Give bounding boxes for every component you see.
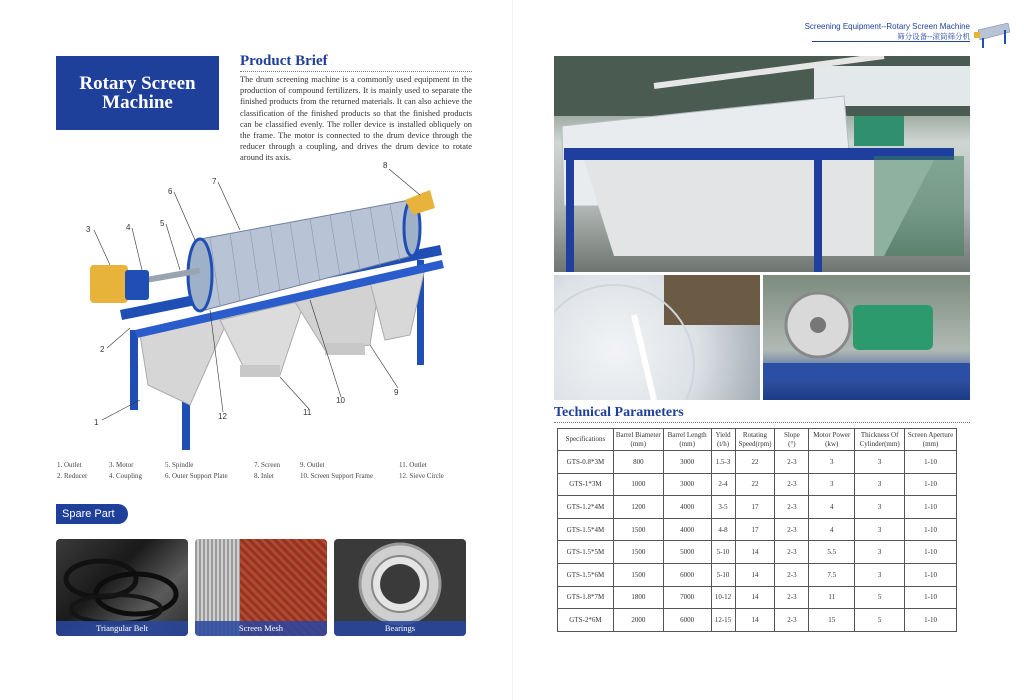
specs-cell: 3 (855, 451, 905, 474)
header-title-cn: 筛分设备--滚筒筛分机 (897, 32, 970, 41)
spare-card-bearings (334, 539, 466, 636)
specs-cell: 1500 (613, 518, 663, 541)
specs-cell: 3000 (663, 473, 711, 496)
legend-item: 3. Motor (109, 461, 134, 469)
specs-cell: 1500 (613, 563, 663, 586)
specs-cell: 2-3 (775, 496, 809, 519)
callout-label: 7 (212, 177, 217, 186)
tech-heading: Technical Parameters (554, 405, 684, 420)
machine-diagram (80, 160, 470, 460)
specs-cell: 5.5 (809, 541, 855, 564)
specs-row (558, 586, 957, 609)
specs-row (558, 609, 957, 632)
callout-label: 10 (336, 396, 345, 405)
specs-cell: 3 (809, 451, 855, 474)
specs-cell: GTS-0.8*3M (558, 451, 614, 474)
callout-label: 11 (303, 408, 312, 417)
legend-row (57, 472, 477, 483)
col-header: Slope (°) (775, 429, 809, 451)
page-divider (512, 0, 513, 700)
spare-card-belt (56, 539, 188, 636)
legend-item: 4. Coupling (109, 472, 143, 480)
brief-text: The drum screening machine is a commonly used equipment in the production of compound fertilizers. It is mainly used to separate the finished products from the returned materials. It can also achieve the classification of the finished products so that the finished products can be classified evenly. The roller device is installed obliquely on the frame. The motor is connected to the drum device through the reducer through a coupling, and drives the drum device to rotate around its axis. (240, 75, 472, 163)
specs-cell: 1-10 (905, 496, 957, 519)
specs-cell: 2000 (613, 609, 663, 632)
legend-item: 11. Outlet (399, 461, 427, 469)
specs-cell: GTS-1.2*4M (558, 496, 614, 519)
spare-part-heading: Spare Part (56, 504, 128, 524)
spare-label: Bearings (334, 621, 466, 636)
legend-item: 5. Spindle (165, 461, 194, 469)
frame-leg (130, 330, 138, 410)
diagram-legend (57, 461, 477, 483)
specs-cell: 14 (735, 541, 775, 564)
specs-cell: 1.5-3 (711, 451, 735, 474)
specs-row (558, 563, 957, 586)
specs-cell: 5-10 (711, 563, 735, 586)
col-header: Thickness Of Cylinder(mm) (855, 429, 905, 451)
specs-cell: 1-10 (905, 451, 957, 474)
specs-cell: 2-3 (775, 609, 809, 632)
specs-cell: 1000 (613, 473, 663, 496)
spare-label: Triangular Belt (56, 621, 188, 636)
legend-item: 1. Outlet (57, 461, 82, 469)
specs-cell: 3 (855, 563, 905, 586)
specs-cell: 2-3 (775, 541, 809, 564)
spare-card-mesh (195, 539, 327, 636)
col-header: Screen Aperture (mm) (905, 429, 957, 451)
brief-divider (240, 71, 472, 72)
col-header: Rotating Speed(rpm) (735, 429, 775, 451)
specs-body (558, 451, 957, 632)
col-header: Barrel Length (mm) (663, 429, 711, 451)
callout-label: 1 (94, 418, 99, 427)
title-line-2: Machine (102, 92, 173, 113)
drum-photo (554, 275, 760, 400)
callout-label: 12 (218, 412, 227, 421)
specs-cell: 6000 (663, 563, 711, 586)
specs-cell: 4 (809, 496, 855, 519)
specs-cell: 17 (735, 496, 775, 519)
specs-row (558, 473, 957, 496)
legend-item: 12. Sieve Circle (399, 472, 444, 480)
legend-item: 6. Outer Support Plate (165, 472, 228, 480)
brief-heading: Product Brief (240, 53, 328, 69)
col-header: Motor Power (kw) (809, 429, 855, 451)
specs-cell: 4-8 (711, 518, 735, 541)
specs-cell: GTS-1.5*6M (558, 563, 614, 586)
outlet-box (325, 343, 365, 355)
specs-cell: GTS-2*6M (558, 609, 614, 632)
specs-cell: 22 (735, 451, 775, 474)
col-header: Barrel Biameter (mm) (613, 429, 663, 451)
specs-cell: 12-15 (711, 609, 735, 632)
specs-cell: 1500 (613, 541, 663, 564)
specs-row (558, 518, 957, 541)
sieve-circle (188, 239, 212, 311)
specs-cell: 7.5 (809, 563, 855, 586)
specs-cell: 1-10 (905, 473, 957, 496)
specs-row (558, 541, 957, 564)
specs-cell: 22 (735, 473, 775, 496)
title-line-1: Rotary Screen (79, 73, 196, 94)
photo-motor-pulley (763, 275, 970, 400)
specs-cell: 7000 (663, 586, 711, 609)
specs-cell: 1-10 (905, 586, 957, 609)
specs-cell: 5 (855, 609, 905, 632)
photo-drum-inside (554, 275, 760, 400)
specs-cell: 5-10 (711, 541, 735, 564)
specs-cell: 3 (809, 473, 855, 496)
machine-thumbnail-icon (974, 18, 1014, 50)
specs-cell: 1200 (613, 496, 663, 519)
specs-cell: 2-3 (775, 451, 809, 474)
specs-cell: 4000 (663, 496, 711, 519)
specs-cell: 1-10 (905, 541, 957, 564)
specs-cell: 4000 (663, 518, 711, 541)
callout-label: 6 (168, 187, 173, 196)
specs-cell: 1-10 (905, 609, 957, 632)
header-title-en: Screening Equipment--Rotary Screen Machine (804, 22, 970, 31)
photo-main-machine (554, 56, 970, 272)
tech-divider (554, 422, 970, 423)
specs-cell: 3 (855, 518, 905, 541)
specs-cell: GTS-1.5*5M (558, 541, 614, 564)
specs-cell: GTS-1*3M (558, 473, 614, 496)
legend-item: 8. Inlet (254, 472, 274, 480)
specs-cell: GTS-1.5*4M (558, 518, 614, 541)
spare-label: Screen Mesh (195, 621, 327, 636)
specs-cell: 1-10 (905, 518, 957, 541)
specs-cell: 14 (735, 563, 775, 586)
specs-cell: 3 (855, 473, 905, 496)
legend-item: 9. Outlet (300, 461, 325, 469)
motor-photo (763, 275, 970, 400)
specs-cell: 11 (809, 586, 855, 609)
col-header: Specifications (558, 429, 614, 451)
specs-cell: 2-3 (775, 518, 809, 541)
specs-cell: 4 (809, 518, 855, 541)
callout-label: 4 (126, 223, 131, 232)
specs-cell: GTS-1.8*7M (558, 586, 614, 609)
specs-cell: 3 (855, 496, 905, 519)
specs-cell: 3-5 (711, 496, 735, 519)
specs-cell: 2-4 (711, 473, 735, 496)
reducer (125, 270, 149, 300)
legend-item: 2. Reducer (57, 472, 88, 480)
header-divider (812, 41, 970, 42)
specs-cell: 3 (855, 541, 905, 564)
callout-label: 9 (394, 388, 399, 397)
specs-cell: 17 (735, 518, 775, 541)
legend-item: 10. Screen Support Frame (300, 472, 374, 480)
specs-cell: 2-3 (775, 586, 809, 609)
specs-cell: 3000 (663, 451, 711, 474)
callout-label: 3 (86, 225, 91, 234)
legend-item: 7. Screen (254, 461, 281, 469)
specs-cell: 5 (855, 586, 905, 609)
outlet-box (240, 365, 280, 377)
motor (90, 265, 128, 303)
legend-row (57, 461, 477, 472)
callout-label: 2 (100, 345, 105, 354)
specs-cell: 6000 (663, 609, 711, 632)
specs-cell: 800 (613, 451, 663, 474)
specs-row (558, 496, 957, 519)
specs-cell: 15 (809, 609, 855, 632)
specs-header-row (558, 429, 957, 451)
callout-label: 8 (383, 161, 388, 170)
specs-cell: 10-12 (711, 586, 735, 609)
specs-cell: 5000 (663, 541, 711, 564)
specs-table (557, 428, 957, 632)
col-header: Yield (t/h) (711, 429, 735, 451)
callout-label: 5 (160, 219, 165, 228)
title-box (56, 56, 219, 130)
specs-cell: 14 (735, 586, 775, 609)
specs-cell: 2-3 (775, 473, 809, 496)
specs-cell: 1-10 (905, 563, 957, 586)
machine-photo (554, 56, 970, 272)
specs-cell: 2-3 (775, 563, 809, 586)
specs-row (558, 451, 957, 474)
specs-cell: 1800 (613, 586, 663, 609)
specs-cell: 14 (735, 609, 775, 632)
